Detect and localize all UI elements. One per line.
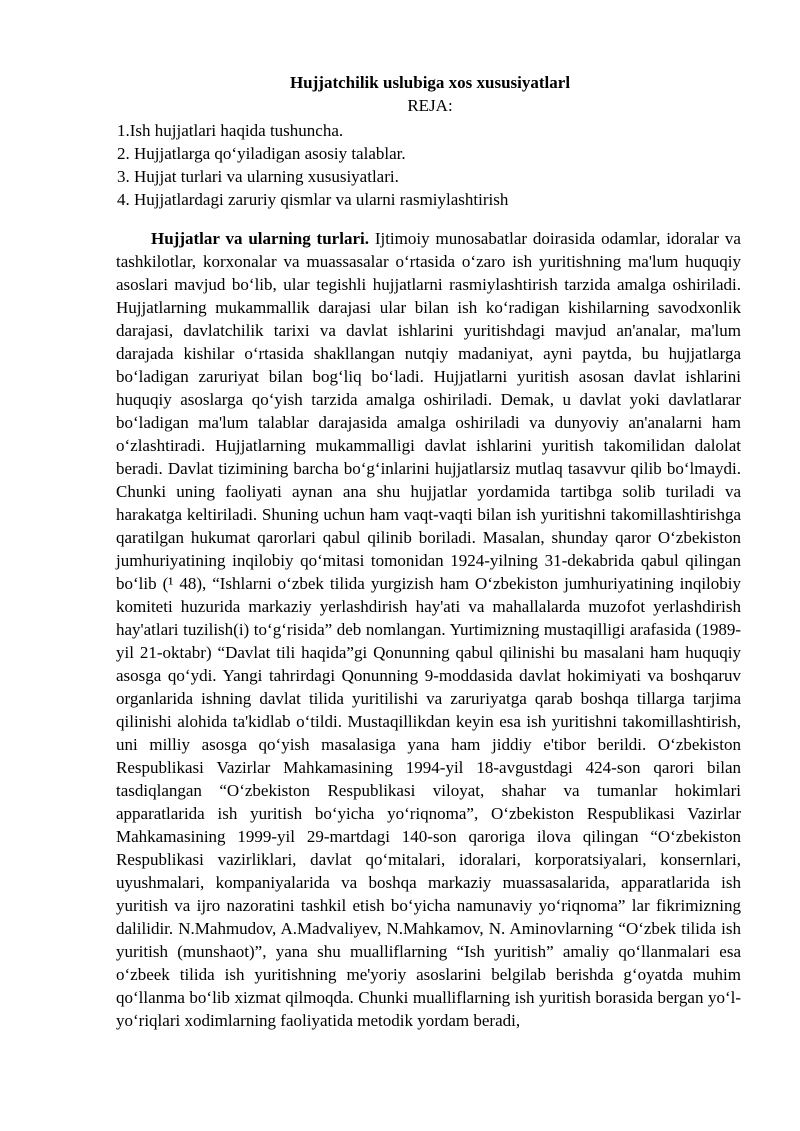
plan-list [117, 119, 508, 211]
section-heading: Hujjatlar va ularning turlari. [151, 229, 369, 248]
plan-heading: REJA: [407, 96, 453, 115]
document-title: Hujjatchilik uslubiga xos xususiyatlarl [289, 73, 571, 92]
body-text: Ijtimoiy munosabatlar doirasida odamlar, idoralar va tashkilotlar, korxonalar va muassasalar o‘rtasida o‘zaro ish yuritishning ma'lum huquqiy asoslari mavjud bo‘lib, ular tegishli hujjatlarni rasmiylashtirish tarzida amalga oshiriladi. Hujjatlarning mukammallik darajasi ular bilan ish ko‘radigan kishilarning savodxonlik darajasi, davlatchilik tarixi va davlat ishlarini yuritishdagi mavjud an'analar, ma'lum darajada kishilar o‘rtasida shakllangan nutqiy madaniyat, ayni paytda, bu hujjatlarga bo‘ladigan zaruriyat bilan bog‘liq bo‘ladi. Hujjatlarni yuritish asosan davlat ishlarini huquqiy asoslarga qo‘yish tarzida amalga oshiriladi. Demak, u davlat yoki davlatlarar bo‘ladigan ma'lum talablar darajasida amalga oshiriladi va dunyoviy an'analarni ham o‘zlashtiradi. Hujjatlarning mukammalligi davlat ishlarini yuritish takomilidan dalolat beradi. Davlat tizimining barcha bo‘g‘inlarini hujjatlarsiz mutlaq tasavvur qilib bo‘lmaydi. Chunki uning faoliyati aynan ana shu hujjatlar yordamida tartibga solib turiladi va harakatga keltiriladi. Shuning uchun ham vaqt-vaqti bilan ish yuritishni takomillashtirishga qaratilgan hukumat qarorlari qabul qilinib boriladi. Masalan, shunday qaror O‘zbekiston jumhuriyatining inqilobiy qo‘mitasi tomonidan 1924-yilning 31-dekabrida qabul qilingan bo‘lib (¹ 48), “Ishlarni o‘zbek tilida yurgizish ham O‘zbekiston jumhuriyatining inqilobiy komiteti huzurida markaziy yerlashdirish hay'ati va mahallalarda muzofot yerlashdirish hay'atlari tuzilish(i) to‘g‘risida” deb nomlangan. Yurtimizning mustaqilligi arafasida (1989-yil 21-oktabr) “Davlat tili haqida”gi Qonunning qabul qilinishi bu masalani ham huquqiy asosga qo‘ydi. Yangi tahrirdagi Qonunning 9-moddasida davlat hokimiyati va boshqaruv organlarida ishning davlat tilida yuritilishi va zaruriyatga qarab boshqa tillarga tarjima qilinishi alohida ta'kidlab o‘tildi. Mustaqillikdan keyin esa ish yuritishni takomillashtirish, uni milliy asosga qo‘yish masalasiga yana ham jiddiy e'tibor berildi. O‘zbekiston Respublikasi Vazirlar Mahkamasining 1994-yil 18-avgustdagi 424-son qarori bilan tasdiqlangan “O‘zbekiston Respublikasi viloyat, shahar va tumanlar hokimlari apparatlarida ish yuritish bo‘yicha yo‘riqnoma”, O‘zbekiston Respublikasi Vazirlar Mahkamasining 1999-yil 29-martdagi 140-son qaroriga ilova qilingan “O‘zbekiston Respublikasi vazirliklari, davlat qo‘mitalari, idoralari, korporatsiyalari, konsernlari, uyushmalari, kompaniyalarida va boshqa markaziy muassasalarida, apparatlarida ish yuritish va ijro nazoratini tashkil etish bo‘yicha namunaviy yo‘riqnoma” lar fikrimizning dalilidir. N.Mahmudov, A.Madvaliyev, N.Mahkamov, N. Aminovlarning “O‘zbek tilida ish yuritish (munshaot)”, yana shu mualliflarning “Ish yuritish” amaliy qo‘llanmalari esa o‘zbeek tilida ish yuritishning me'yoriy asoslarini belgilab berishda g‘oyatda muhim qo‘llanma bo‘lib xizmat qilmoqda. Chunki mualliflarning ish yuritish borasida bergan yo‘l-yo‘riqlari xodimlarning faoliyatida metodik yordam beradi, [116, 229, 741, 1030]
plan-item: 2. Hujjatlarga qo‘yiladigan asosiy talablar. [117, 144, 406, 163]
plan-item: 1.Ish hujjatlari haqida tushuncha. [117, 121, 344, 140]
plan-item: 3. Hujjat turlari va ularning xususiyatlari. [117, 167, 399, 186]
body-paragraph [116, 227, 741, 1032]
plan-item: 4. Hujjatlardagi zaruriy qismlar va ularni rasmiylashtirish [117, 190, 509, 209]
